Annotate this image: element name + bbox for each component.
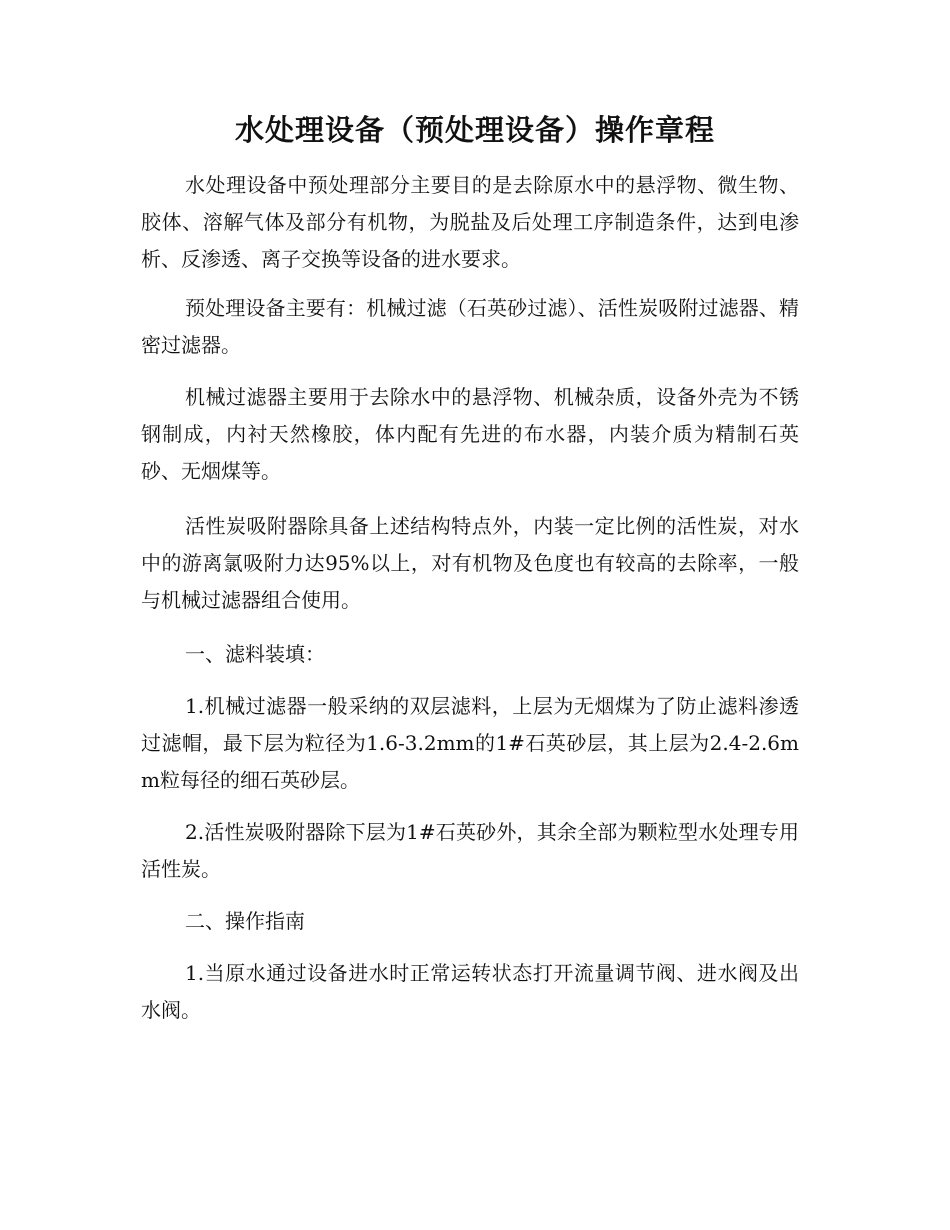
paragraph-activated-carbon: 活性炭吸附器除具备上述结构特点外，内装一定比例的活性炭，对水中的游离氯吸附力达95%以上，对有机物及色度也有较高的去除率，一般与机械过滤器组合使用。 (141, 514, 799, 612)
paragraph-equipment-list: 预处理设备主要有：机械过滤（石英砂过滤）、活性炭吸附过滤器、精密过滤器。 (141, 296, 799, 357)
section-heading-filter-loading: 一、滤料装填： (185, 642, 325, 666)
paragraph-mechanical-filter: 机械过滤器主要用于去除水中的悬浮物、机械杂质，设备外壳为不锈钢制成，内衬天然橡胶，体内配有先进的布水器，内装介质为精制石英砂、无烟煤等。 (141, 385, 799, 483)
document-title: 水处理设备（预处理设备）操作章程 (234, 113, 715, 147)
paragraph-loading-step-2: 2.活性炭吸附器除下层为1#石英砂外，其余全部为颗粒型水处理专用活性炭。 (141, 820, 799, 881)
section-heading-operation-guide: 二、操作指南 (185, 909, 305, 933)
paragraph-intro: 水处理设备中预处理部分主要目的是去除原水中的悬浮物、微生物、胶体、溶解气体及部分有机物，为脱盐及后处理工序制造条件，达到电渗析、反渗透、离子交换等设备的进水要求。 (141, 173, 799, 271)
paragraph-loading-step-1: 1.机械过滤器一般采纳的双层滤料，上层为无烟煤为了防止滤料渗透过滤帽，最下层为粒径为1.6-3.2mm的1#石英砂层，其上层为2.4-2.6mm粒每径的细石英砂层。 (141, 694, 799, 792)
paragraph-operation-step-1: 1.当原水通过设备进水时正常运转状态打开流量调节阀、进水阀及出水阀。 (141, 961, 799, 1022)
